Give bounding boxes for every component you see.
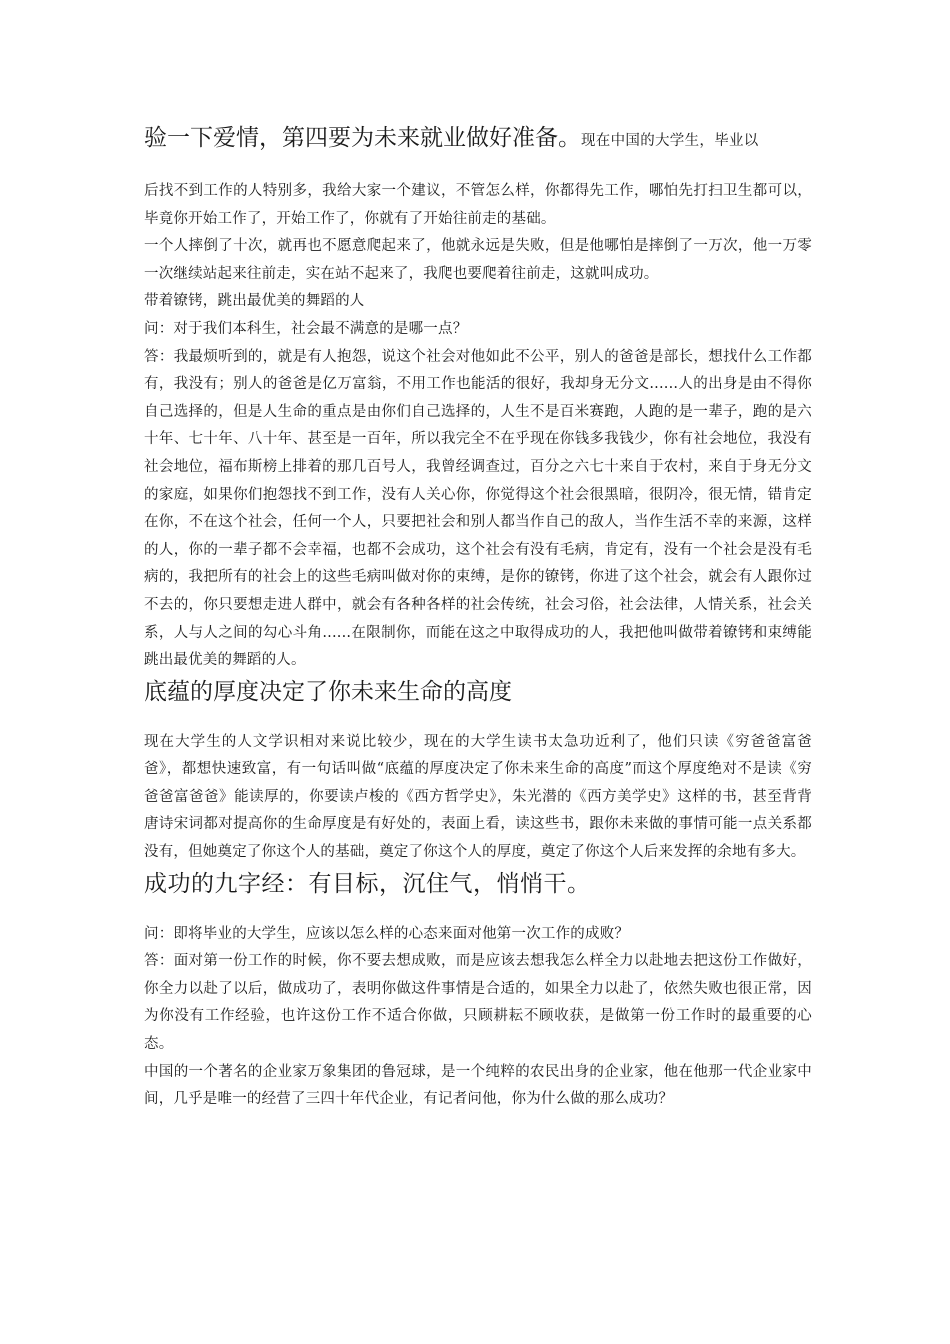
section-heading-foundation: 底蕴的厚度决定了你未来生命的高度 [144,678,512,705]
paragraph-reading: 现在大学生的人文学识相对来说比较少，现在的大学生读书太急功近利了，他们只读《穷爸爸富爸爸》，都想快速致富，有一句话叫做“底蕴的厚度决定了你未来生命的高度”而这个厚度绝对不是读《穷爸爸富爸爸》能读厚的，你要读卢梭的《西方哲学史》，朱光潜的《西方美学史》这样的书，甚至背背唐诗宋词都对提高你的生命厚度是有好处的，表面上看，读这些书，跟你未来做的事情可能一点关系都没有，但她奠定了你这个人的基础，奠定了你这个人的厚度，奠定了你这个人后来发挥的余地有多大。 [144,733,812,861]
section-heading-nine-words: 成功的九字经：有目标，沉住气，悄悄干。 [144,870,591,897]
intro-heading-text: 验一下爱情，第四要为未来就业做好准备。 [144,125,581,151]
paragraph-lu-guanqiu: 中国的一个著名的企业家万象集团的鲁冠球，是一个纯粹的农民出身的企业家，他在他那一代企业家中间，几乎是唯一的经营了三四十年代企业，有记者问他，你为什么做的那么成功？ [144,1063,812,1108]
intro-inline-text: 现在中国的大学生，毕业以 [581,133,759,149]
question-2: 问：即将毕业的大学生，应该以怎么样的心态来面对他第一次工作的成败？ [144,925,630,942]
answer-1: 答：我最烦听到的，就是有人抱怨，说这个社会对他如此不公平，别人的爸爸是部长，想找什么工作都有，我没有；别人的爸爸是亿万富翁，不用工作也能活的很好，我却身无分文......人的出身是由不得你自己选择的，但是人生命的重点是由你们自己选择的，人生不是百米赛跑，人跑的是一辈子，跑的是六十年、七十年、八十年、甚至是一百年，所以我完全不在乎现在你钱多我钱少，你有社会地位，我没有社会地位，福布斯榜上排着的那几百号人，我曾经调查过，百分之六七十来自于农村，来自于身无分文的家庭，如果你们抱怨找不到工作，没有人关心你，你觉得这个社会很黑暗，很阴冷，很无情，错肯定在你，不在这个社会，任何一个人，只要把社会和别人都当作自己的敌人，当作生活不幸的来源，这样的人，你的一辈子都不会幸福，也都不会成功，这个社会有没有毛病，肯定有，没有一个社会是没有毛病的，我把所有的社会上的这些毛病叫做对你的束缚，是你的镣铐，你进了这个社会，就会有人跟你过不去的，你只要想走进人群中，就会有各种各样的社会传统，社会习俗，社会法律，人情关系，社会关系，人与人之间的勾心斗角......在限制你，而能在这之中取得成功的人，我把他叫做带着镣铐和束缚能跳出最优美的舞蹈的人。 [144,348,812,669]
question-1: 问：对于我们本科生，社会最不满意的是哪一点？ [144,320,468,337]
document-page [144,118,812,1114]
paragraph-job-advice: 后找不到工作的人特别多，我给大家一个建议，不管怎么样，你都得先工作，哪怕先打扫卫生都可以，毕竟你开始工作了，开始工作了，你就有了开始往前走的基础。 [144,183,812,227]
paragraph-shackles-title: 带着镣铐，跳出最优美的舞蹈的人 [144,293,365,310]
intro-line [144,118,812,161]
answer-2: 答：面对第一份工作的时候，你不要去想成败，而是应该去想我怎么样全力以赴地去把这份工作做好，你全力以赴了以后，做成功了，表明你做这件事情是合适的，如果全力以赴了，依然失败也很正常，因为你没有工作经验，也许这份工作不适合你做，只顾耕耘不顾收获，是做第一份工作时的最重要的心态。 [144,953,812,1053]
paragraph-fall-down: 一个人摔倒了十次，就再也不愿意爬起来了，他就永远是失败，但是他哪怕是摔倒了一万次，他一万零一次继续站起来往前走，实在站不起来了，我爬也要爬着往前走，这就叫成功。 [144,238,812,282]
